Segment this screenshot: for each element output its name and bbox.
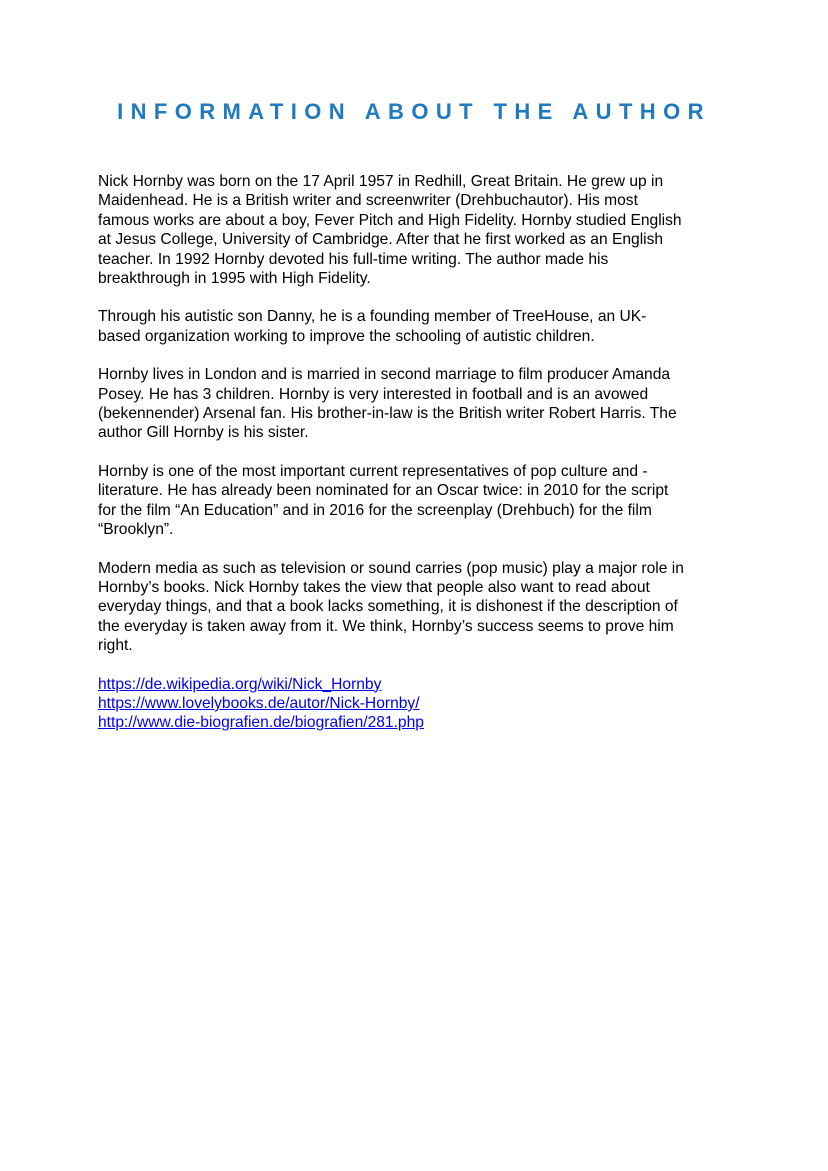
paragraph-biography — [98, 172, 738, 288]
text-line: Hornby lives in London and is married in second marriage to film producer Amanda — [98, 366, 671, 384]
text-line: Modern media as such as television or sound carries (pop music) play a major role in — [98, 559, 684, 577]
text-line: famous works are about a boy, Fever Pitch and High Fidelity. Hornby studied English — [98, 211, 682, 229]
document-body — [98, 172, 738, 733]
text-line: (bekennender) Arsenal fan. His brother-in-law is the British writer Robert Harris. The — [98, 405, 677, 423]
text-line: Maidenhead. He is a British writer and screenwriter (Drehbuchautor). His most — [98, 192, 638, 210]
paragraph-family — [98, 365, 738, 443]
link-wikipedia[interactable]: https://de.wikipedia.org/wiki/Nick_Hornby — [98, 675, 382, 693]
text-line: teacher. In 1992 Hornby devoted his full-time writing. The author made his — [98, 250, 609, 268]
link-die-biografien[interactable]: http://www.die-biografien.de/biografien/281.php — [98, 714, 424, 732]
text-line: Hornby’s books. Nick Hornby takes the view that people also want to read about — [98, 578, 650, 596]
text-line: for the film “An Education” and in 2016 for the screenplay (Drehbuch) for the film — [98, 501, 652, 519]
text-line: Through his autistic son Danny, he is a founding member of TreeHouse, an UK- — [98, 308, 647, 326]
paragraph-pop-culture — [98, 462, 738, 540]
text-line: breakthrough in 1995 with High Fidelity. — [98, 270, 371, 288]
text-line: Nick Hornby was born on the 17 April 1957 in Redhill, Great Britain. He grew up in — [98, 173, 664, 190]
text-line: everyday things, and that a book lacks something, it is dishonest if the description of — [98, 598, 678, 616]
text-line: “Brooklyn”. — [98, 521, 174, 539]
text-line: right. — [98, 637, 133, 655]
text-line: based organization working to improve the schooling of autistic children. — [98, 327, 595, 345]
link-lovelybooks[interactable]: https://www.lovelybooks.de/autor/Nick-Hornby/ — [98, 694, 420, 712]
source-links — [98, 675, 738, 733]
text-line: the everyday is taken away from it. We think, Hornby’s success seems to prove him — [98, 617, 674, 635]
text-line: Posey. He has 3 children. Hornby is very interested in football and is an avowed — [98, 385, 649, 403]
text-line: at Jesus College, University of Cambridge. After that he first worked as an English — [98, 231, 664, 249]
paragraph-modern-media — [98, 559, 738, 656]
text-line: Hornby is one of the most important current representatives of pop culture and - — [98, 462, 648, 480]
paragraph-treehouse — [98, 307, 738, 346]
page-title: INFORMATION ABOUT THE AUTHOR — [117, 99, 711, 124]
text-line: literature. He has already been nominated for an Oscar twice: in 2010 for the script — [98, 482, 669, 500]
text-line: author Gill Hornby is his sister. — [98, 424, 309, 442]
